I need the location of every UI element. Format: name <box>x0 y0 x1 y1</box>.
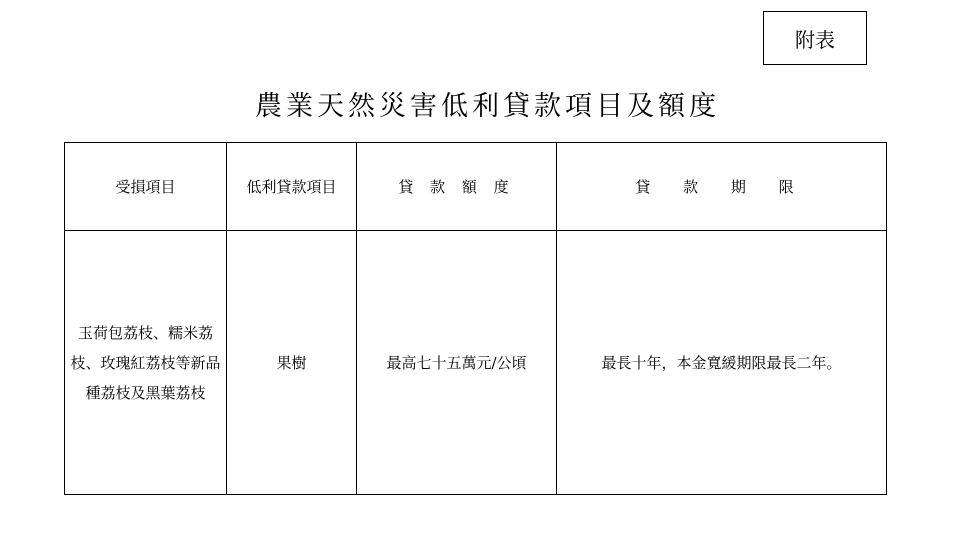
cell-loan-term: 最長十年，本金寬緩期限最長二年。 <box>557 231 887 495</box>
cell-loan-amount: 最高七十五萬元/公頃 <box>357 231 557 495</box>
loan-table <box>64 142 887 495</box>
table-row <box>65 231 887 495</box>
header-loan-term: 貸 款 期 限 <box>557 143 887 231</box>
document-title: 農業天然災害低利貸款項目及額度 <box>255 91 720 122</box>
header-loan-item: 低利貸款項目 <box>227 143 357 231</box>
header-loan-amount: 貸 款 額 度 <box>357 143 557 231</box>
cell-loan-item: 果樹 <box>227 231 357 495</box>
cell-damage-item: 玉荷包荔枝、糯米荔枝、玫瑰紅荔枝等新品種荔枝及黑葉荔枝 <box>65 231 227 495</box>
table-header-row <box>65 143 887 231</box>
appendix-label: 附表 <box>763 11 867 65</box>
header-damage-item: 受損項目 <box>65 143 227 231</box>
